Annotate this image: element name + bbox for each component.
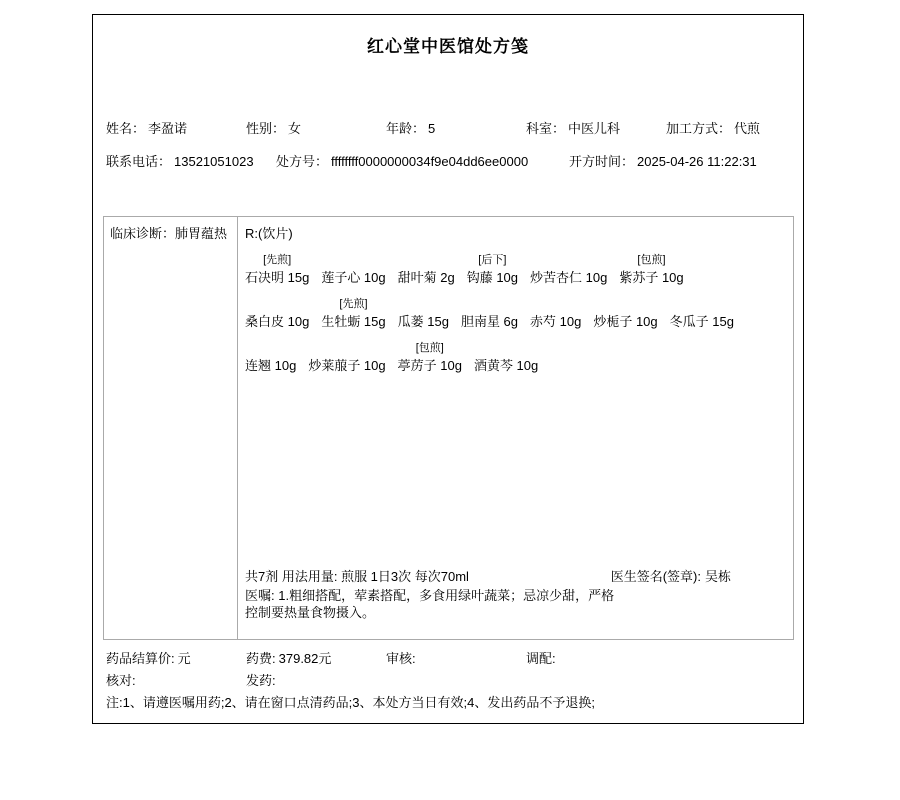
footer-field-settlement-price (106, 648, 246, 670)
herb-item (321, 296, 385, 331)
rx-bottom-section (245, 568, 786, 621)
herb-item (398, 252, 455, 287)
info-field-prescribe-time (569, 151, 757, 173)
herb-row (245, 252, 786, 287)
herb-item (245, 340, 296, 375)
herb-item (530, 296, 581, 331)
herb-decoction-tag (593, 296, 657, 312)
footer-field-settlement-price-value: 元 (177, 651, 191, 666)
herb-item (245, 296, 309, 331)
footer-field-check-label: 核对: (106, 673, 136, 688)
herb-decoction-tag (398, 252, 455, 268)
info-field-name-value: 李盈诺 (148, 121, 188, 136)
herb-rows (245, 243, 786, 375)
herb-name-dose: 紫苏子 10g (619, 270, 684, 285)
patient-info-row-2 (106, 151, 790, 173)
herb-decoction-tag (308, 340, 385, 356)
footer-field-medicine-fee-label: 药费: (246, 651, 276, 666)
info-field-department (526, 118, 666, 140)
info-field-age (386, 118, 526, 140)
info-field-processing-method-label: 加工方式： (666, 121, 732, 136)
info-field-gender-label: 性别： (246, 121, 286, 136)
footer-field-dispense-label: 调配: (526, 651, 556, 666)
info-field-prescribe-time-value: 2025-04-26 11:22:31 (637, 154, 757, 169)
footer-field-issue (246, 670, 279, 692)
herb-decoction-tag (398, 296, 449, 312)
herb-decoction-tag (245, 340, 296, 356)
footer-field-medicine-fee (246, 648, 386, 670)
herb-item (245, 252, 309, 287)
prescription-box (103, 216, 794, 640)
herb-item (398, 296, 449, 331)
herb-item (398, 340, 462, 375)
info-field-prescription-no (276, 151, 569, 173)
footer-field-check (106, 670, 246, 692)
herb-decoction-tag: [包煎] (637, 254, 666, 266)
herb-name-dose: 钩藤 10g (466, 270, 519, 285)
patient-info-row-1 (106, 118, 790, 140)
herb-row (245, 296, 786, 331)
doctor-signature (611, 568, 731, 586)
info-field-processing-method-value: 代煎 (734, 121, 761, 136)
herb-name-dose: 葶苈子 10g (397, 358, 462, 373)
info-field-phone-value: 13521051023 (174, 154, 254, 169)
herb-item (474, 340, 538, 375)
info-field-prescribe-time-label: 开方时间： (569, 154, 635, 169)
footer-note: 注:1、请遵医嘱用药;2、请在窗口点清药品;3、本处方当日有效;4、发出药品不予退换; (106, 695, 595, 710)
herb-decoction-tag: [包煎] (415, 342, 444, 354)
info-field-prescription-no-value: ffffffff0000000034f9e04dd6ee0000 (331, 154, 529, 169)
herb-item (461, 296, 518, 331)
herb-item (321, 252, 385, 287)
herb-name-dose: 炒莱菔子 10g (308, 358, 386, 373)
medical-advice: 医嘱: 1.粗细搭配，荤素搭配，多食用绿叶蔬菜；忌凉少甜，严格控制要热量食物摄入。 (245, 588, 615, 620)
footer-field-issue-label: 发药: (246, 673, 276, 688)
patient-info-section (93, 118, 803, 173)
herb-name-dose: 冬瓜子 15g (669, 314, 734, 329)
rx-area (238, 217, 793, 639)
herb-name-dose: 桑白皮 10g (245, 314, 310, 329)
info-field-age-value: 5 (428, 121, 436, 136)
herb-item (467, 252, 518, 287)
info-field-department-label: 科室： (526, 121, 566, 136)
prescription-page (92, 14, 804, 724)
herb-row (245, 340, 786, 375)
herb-name-dose: 石决明 15g (245, 270, 310, 285)
footer-section (93, 648, 803, 714)
diagnosis-value: 肺胃蕴热 (175, 226, 228, 241)
footer-field-settlement-price-label: 药品结算价: (106, 651, 175, 666)
rx-header: R:(饮片) (245, 226, 293, 241)
herb-decoction-tag: [先煎] (263, 254, 292, 266)
info-field-gender (246, 118, 386, 140)
herb-name-dose: 生牡蛎 15g (321, 314, 386, 329)
footer-field-review (386, 648, 526, 670)
herb-decoction-tag (474, 340, 538, 356)
herb-name-dose: 胆南星 6g (460, 314, 519, 329)
herb-name-dose: 莲子心 10g (321, 270, 386, 285)
herb-item (530, 252, 607, 287)
herb-name-dose: 炒栀子 10g (593, 314, 658, 329)
herb-name-dose: 酒黄芩 10g (473, 358, 539, 373)
usage-row (245, 568, 786, 586)
footer-row-2 (106, 670, 790, 692)
herb-decoction-tag (321, 252, 385, 268)
doctor-name: 吴栋 (704, 569, 731, 584)
info-field-gender-value: 女 (288, 121, 302, 136)
herb-decoction-tag (670, 296, 734, 312)
herb-name-dose: 瓜蒌 15g (397, 314, 449, 329)
herb-decoction-tag (461, 296, 518, 312)
herb-item (593, 296, 657, 331)
info-field-department-value: 中医儿科 (568, 121, 621, 136)
page-title: 红心堂中医馆处方笺 (367, 37, 529, 56)
herb-item (670, 296, 734, 331)
herb-decoction-tag (530, 252, 607, 268)
herb-name-dose: 赤芍 10g (530, 314, 582, 329)
info-field-name-label: 姓名： (106, 121, 146, 136)
herb-name-dose: 甜叶菊 2g (397, 270, 455, 285)
herb-name-dose: 连翘 10g (245, 358, 297, 373)
info-field-prescription-no-label: 处方号： (276, 154, 329, 169)
info-field-phone (106, 151, 276, 173)
doctor-signature-label: 医生签名(签章): (610, 569, 701, 584)
clinical-diagnosis (104, 217, 238, 639)
rx-spacer (245, 375, 786, 568)
herb-item (308, 340, 385, 375)
footer-row-1 (106, 648, 790, 670)
diagnosis-label: 临床诊断： (110, 226, 176, 241)
footer-field-medicine-fee-value: 379.82元 (278, 651, 332, 666)
footer-field-review-label: 审核: (386, 651, 416, 666)
herb-item (619, 252, 683, 287)
info-field-processing-method (666, 118, 760, 140)
dosage-usage-summary: 共7剂 用法用量: 煎服 1日3次 每次70ml (245, 569, 469, 584)
info-field-phone-label: 联系电话： (106, 154, 172, 169)
footer-field-dispense (526, 648, 559, 670)
herb-decoction-tag: [后下] (478, 254, 507, 266)
herb-name-dose: 炒苦杏仁 10g (530, 270, 608, 285)
herb-decoction-tag: [先煎] (339, 298, 368, 310)
info-field-age-label: 年龄： (386, 121, 426, 136)
info-field-name (106, 118, 246, 140)
herb-decoction-tag (245, 296, 309, 312)
herb-decoction-tag (530, 296, 581, 312)
